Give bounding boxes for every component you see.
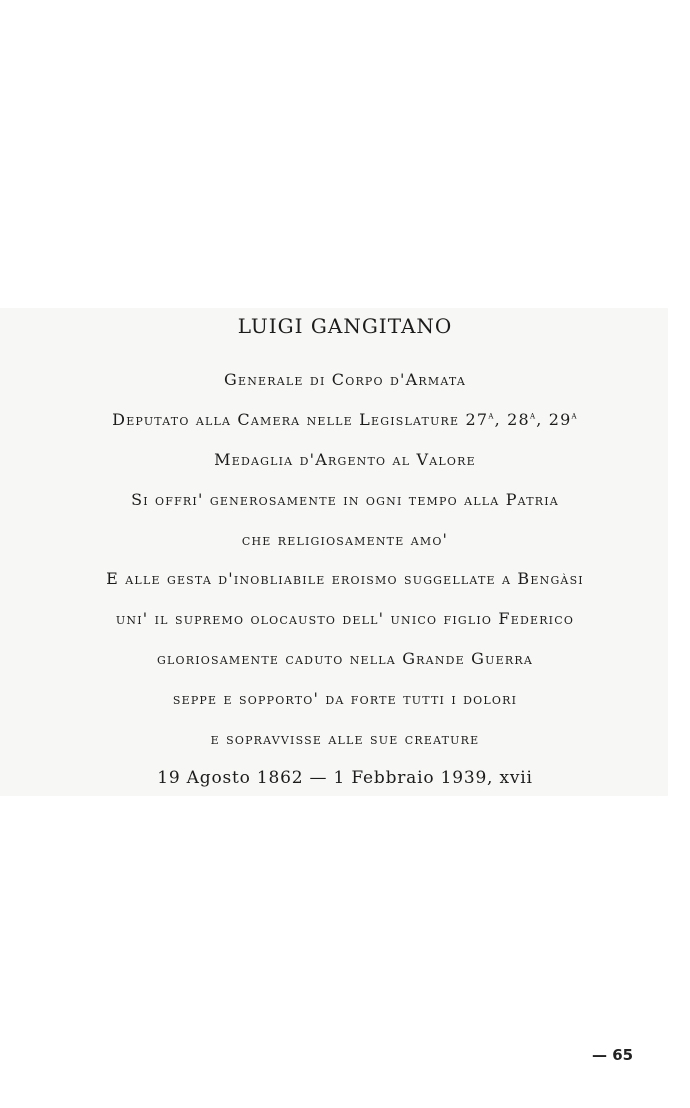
loved-line: che religiosamente amo': [241, 530, 449, 549]
deceased-name: LUIGI GANGITANO: [237, 314, 453, 338]
page-number: — 65: [592, 1046, 634, 1064]
heroism-line: E alle gesta d'inobliabile eroismo suggellate a Bengàsi: [106, 569, 584, 588]
survived-line: e sopravvisse alle sue creature: [210, 729, 480, 748]
ordinal-suffix-29: a: [571, 410, 578, 422]
sacrifice-line: uni' il supremo olocausto dell' unico figlio Federico: [115, 609, 575, 628]
fallen-line: gloriosamente caduto nella Grande Guerra: [157, 649, 533, 668]
legislature-29: 29: [548, 410, 572, 429]
ordinal-suffix-28: a: [529, 410, 537, 422]
separator-2: ,: [536, 410, 549, 429]
deputy-text: Deputato alla Camera nelle Legislature 27: [112, 410, 489, 429]
legislature-28: 28: [507, 410, 530, 429]
separator-1: ,: [494, 410, 508, 429]
rank-line: Generale di Corpo d'Armata: [224, 370, 466, 389]
life-dates-line: 19 Agosto 1862 — 1 Febbraio 1939, xvii: [157, 768, 533, 788]
offered-line: Si offri' generosamente in ogni tempo alla Patria: [131, 490, 559, 509]
medal-line: Medaglia d'Argento al Valore: [214, 450, 476, 469]
ordinal-suffix-27: a: [488, 410, 495, 422]
deputy-line: [0, 410, 690, 429]
sorrows-line: seppe e sopporto' da forte tutti i dolori: [172, 689, 518, 708]
